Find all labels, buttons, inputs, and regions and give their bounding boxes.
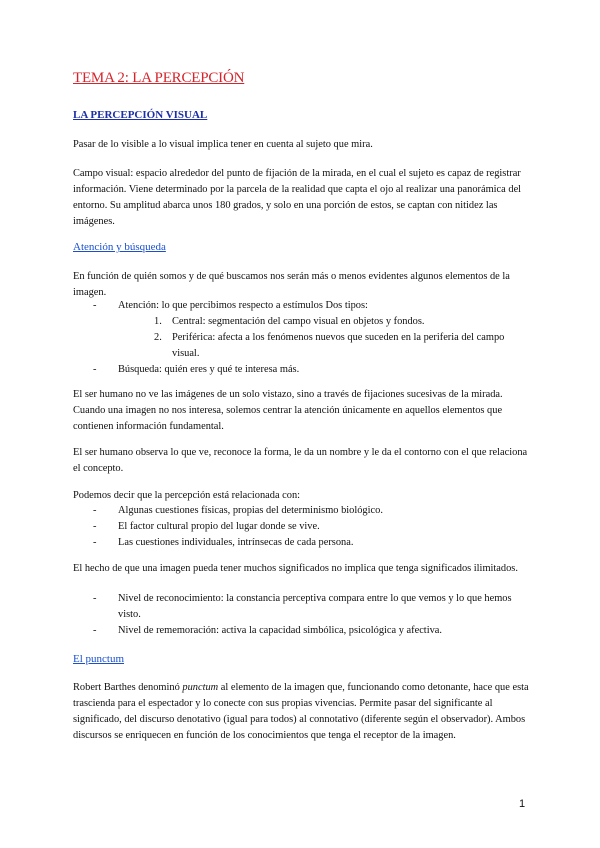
list-item (118, 330, 531, 362)
list-number: 2. (154, 332, 162, 343)
emphasis-punctum: punctum (182, 682, 219, 693)
paragraph: Podemos decir que la percepción está relacionada con: (73, 490, 301, 501)
numbered-list (118, 314, 531, 362)
paragraph: El hecho de que una imagen pueda tener muchos significados no implica que tenga significados ilimitados. (73, 563, 518, 574)
list-number: 1. (154, 316, 162, 327)
paragraph: Pasar de lo visible a lo visual implica tener en cuenta al sujeto que mira. (73, 139, 373, 150)
paragraph: Robert Barthes denominó punctum al elemento de la imagen que, funcionando como detonante, hace que esta trascienda para el espectador y lo conecte con sus propias vivencias. Permite pasar del significante al significado, del discurso denotativo (igual para todos) al connotativo (diferente según el observador). Ambos discursos se enriquecen en función de los conocimientos que tenga el receptor de la imagen. (73, 682, 529, 741)
list-item-text: Periférica: afecta a los fenómenos nuevos que suceden en la periferia del campo visual. (172, 332, 505, 359)
list-item (73, 519, 531, 535)
list-item-text: Las cuestiones individuales, intrínsecas de cada persona. (118, 537, 354, 548)
section-heading-percepcion-visual: LA PERCEPCIÓN VISUAL (73, 109, 208, 121)
list-item-text: Nivel de reconocimiento: la constancia perceptiva compara entre lo que vemos y lo que hemos visto. (118, 593, 512, 620)
list-item (73, 535, 531, 551)
list-item-text: Nivel de rememoración: activa la capacidad simbólica, psicológica y afectiva. (118, 625, 442, 636)
list-item (73, 503, 531, 519)
bullet-list (73, 298, 531, 378)
list-item (73, 362, 531, 378)
bullet-list (73, 591, 531, 639)
section-link-punctum[interactable]: El punctum (73, 653, 125, 665)
list-item (118, 314, 531, 330)
paragraph: Campo visual: espacio alrededor del punto de fijación de la mirada, en el cual el sujeto es capaz de registrar información. Viene determinado por la parcela de la realidad que capta el ojo al realizar una panorámica del entorno. Su amplitud abarca unos 180 grados, y solo en una porción de estos, se captan con nitidez las imágenes. (73, 168, 522, 227)
paragraph: El ser humano no ve las imágenes de un solo vistazo, sino a través de fijaciones sucesivas de la mirada. Cuando una imagen no nos interesa, solemos centrar la atención únicamente en aquellos elementos que contienen información fundamental. (73, 389, 503, 432)
section-link-atencion-busqueda[interactable]: Atención y búsqueda (73, 241, 166, 253)
list-item-text: Central: segmentación del campo visual en objetos y fondos. (172, 316, 425, 327)
list-item (73, 591, 531, 623)
paragraph: En función de quién somos y de qué buscamos nos serán más o menos evidentes algunos elementos de la imagen. (73, 271, 510, 298)
list-item (73, 623, 531, 639)
bullet-list (73, 503, 531, 551)
document-title: TEMA 2: LA PERCEPCIÓN (73, 70, 245, 86)
list-item (73, 298, 531, 362)
list-item-text: Atención: lo que percibimos respecto a estímulos Dos tipos: (118, 300, 368, 311)
list-item-text: El factor cultural propio del lugar donde se vive. (118, 521, 320, 532)
page-number: 1 (519, 798, 526, 810)
list-item-text: Búsqueda: quién eres y qué te interesa más. (118, 364, 300, 375)
list-item-text: Algunas cuestiones físicas, propias del determinismo biológico. (118, 505, 383, 516)
paragraph: El ser humano observa lo que ve, reconoce la forma, le da un nombre y le da el contorno con el que relaciona el concepto. (73, 447, 528, 474)
